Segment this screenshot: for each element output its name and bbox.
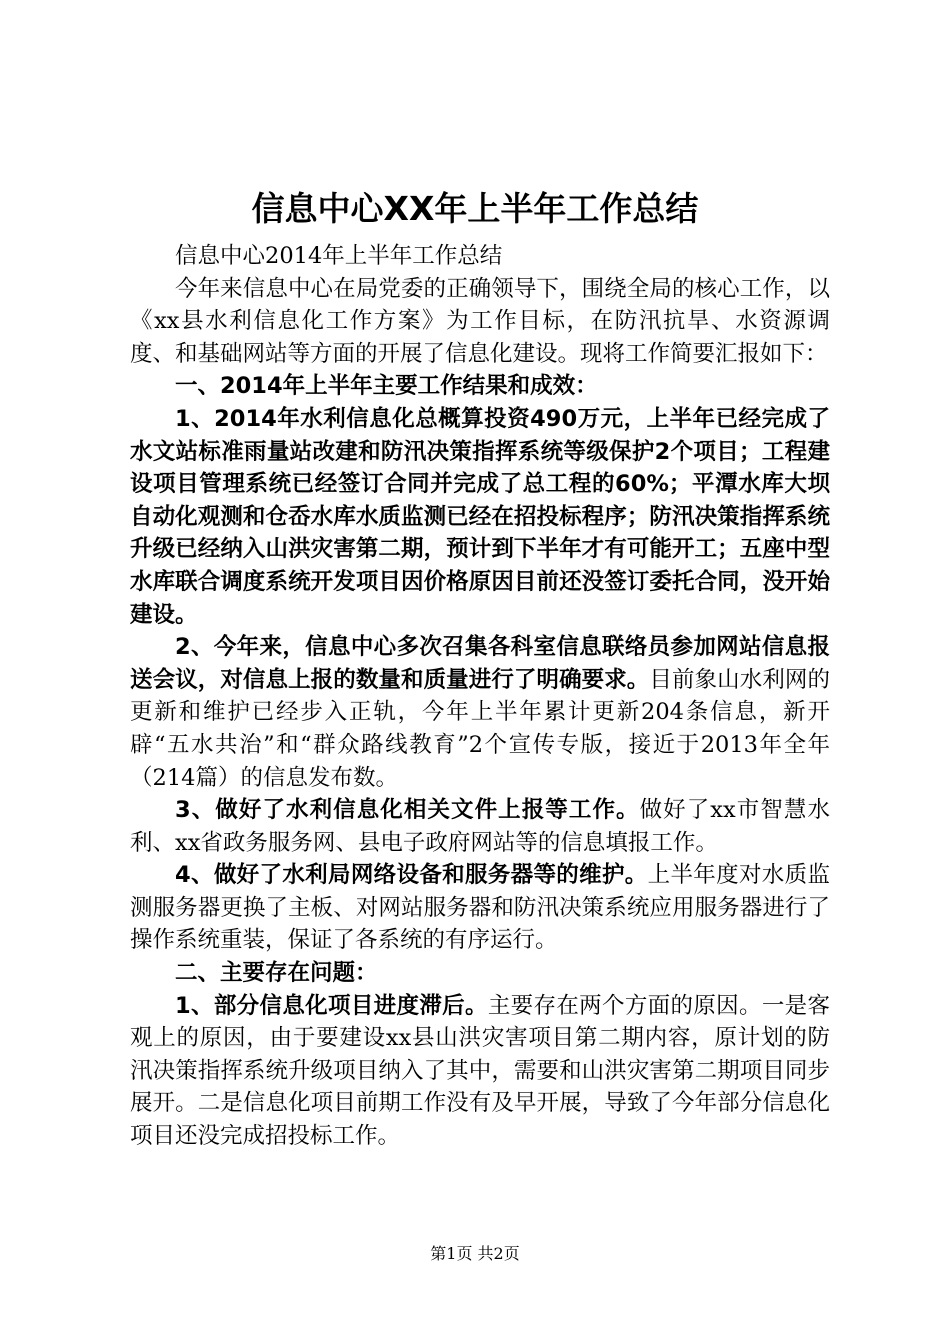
item-2-1-lead: 1、部分信息化项目进度滞后。: [175, 992, 488, 1019]
page-footer: 第1页 共2页: [430, 1244, 520, 1263]
item-2-1-rest: 主要存在两个方面的原因。一是客观上的原因，由于要建设xx县山洪灾害项目第二期内容，原计划的防汛决策指挥系统升级项目纳入了其中，需要和山洪灾害第二期项目同步展开。二是信息化项目前期工作没有及早开展，导致了今年部分信息化项目还没完成招投标工作。: [130, 992, 830, 1150]
paragraph-item-1-3: [130, 794, 830, 859]
section-heading-1: 一、2014年上半年主要工作结果和成效：: [175, 373, 598, 400]
item-1-2-rest: 目前象山水利网的更新和维护已经步入正轨，今年上半年累计更新204条信息，新开辟“五水共治”和“群众路线教育”2个宣传专版，接近于2013年全年（214篇）的信息发布数。: [130, 666, 830, 791]
paragraph-item-1-2: [130, 631, 830, 794]
intro-paragraph: 今年来信息中心在局党委的正确领导下，围绕全局的核心工作，以《xx县水利信息化工作方案》为工作目标，在防汛抗旱、水资源调度、和基础网站等方面的开展了信息化建设。现将工作简要汇报如下：: [130, 275, 830, 367]
document-title: 信息中心XX年上半年工作总结: [251, 189, 699, 228]
paragraph-item-1-4: [130, 859, 830, 957]
item-1-4-lead: 4、做好了水利局网络设备和服务器等的维护。: [175, 862, 648, 889]
paragraph-item-2-1: [130, 990, 830, 1153]
item-1-4-rest: 上半年度对水质监测服务器更换了主板、对网站服务器和防汛决策系统应用服务器进行了操作系统重装，保证了各系统的有序运行。: [130, 862, 830, 954]
item-1-3-rest: 做好了xx市智慧水利、xx省政务服务网、县电子政府网站等的信息填报工作。: [130, 797, 830, 856]
subtitle-paragraph: 信息中心2014年上半年工作总结: [175, 243, 503, 269]
document-body: [130, 240, 830, 1153]
paragraph-item-1-1: 1、2014年水利信息化总概算投资490万元，上半年已经完成了水文站标准雨量站改建和防汛决策指挥系统等级保护2个项目；工程建设项目管理系统已经签订合同并完成了总工程的60%；平潭水库大坝自动化观测和仓岙水库水质监测已经在招投标程序；防汛决策指挥系统升级已经纳入山洪灾害第二期，预计到下半年才有可能开工；五座中型水库联合调度系统开发项目因价格原因目前还没签订委托合同，没开始建设。: [130, 405, 830, 628]
item-1-2-lead: 2、今年来，信息中心多次召集各科室信息联络员参加网站信息报送会议，对信息上报的数量和质量进行了明确要求。: [130, 634, 830, 693]
section-heading-2: 二、主要存在问题：: [175, 960, 378, 987]
item-1-3-lead: 3、做好了水利信息化相关文件上报等工作。: [175, 797, 640, 824]
